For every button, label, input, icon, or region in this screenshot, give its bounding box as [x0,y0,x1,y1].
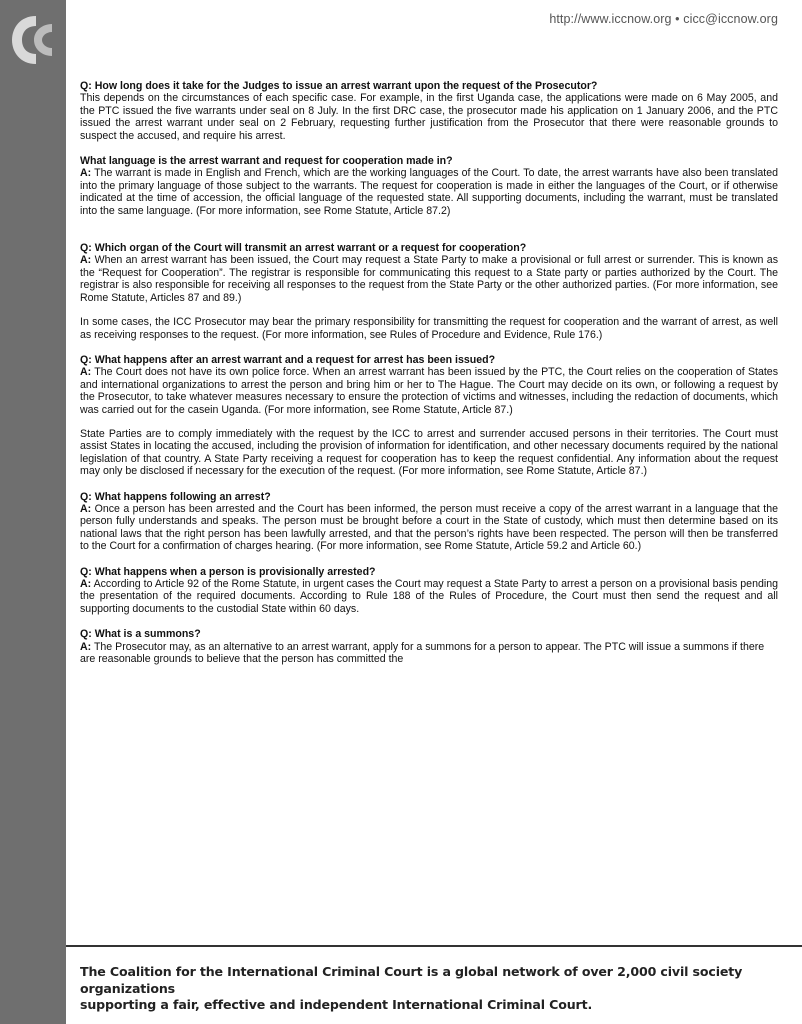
faq-section [80,628,778,665]
faq-answer [80,92,778,142]
answer-prefix: A: [80,640,92,653]
faq-answer [80,503,778,553]
faq-answer [80,641,778,666]
faq-answer-text: The Court does not have its own police force. When an arrest warrant has been issued by the PTC, the Court relies on the cooperation of States and international organizations to arrest the person and bring him or her to The Hague. The Court may decide on its own, or following a request by the Prosecutor, to take whatever measures necessary to ensure the protection of victims and witnesses, including the redaction of documents, which was carried out for the casein Uganda. (For more information, see Rome Statute, Article 87.) [80,366,778,416]
answer-prefix: A: [80,578,92,590]
faq-answer-text: The warrant is made in English and French, which are the working languages of the Court. To date, the arrest warrants have also been translated into the primary language of those subject to the warrants. The request for cooperation is made in either the languages of the Court, or if otherwise indicated at the time of accession, the official language of the requested state. All supporting documents, including the warrant, must be translated into the same language. (For more information, see Rome Statute, Article 87.2) [80,167,778,217]
answer-prefix: A: [80,167,92,180]
faq-question: Q: What happens after an arrest warrant and a request for arrest has been issued? [80,353,496,366]
faq-answer-continued: In some cases, the ICC Prosecutor may bear the primary responsibility for transmitting the request for cooperation and the warrant of arrest, as well as receiving responses to the request. (For more information, see Rules of Procedure and Evidence, Rule 176.) [80,316,778,341]
faq-question: Q: Which organ of the Court will transmit an arrest warrant or a request for cooperation? [80,242,527,255]
footer-line-1: The Coalition for the International Criminal Court is a global network of over 2,000 civil society organizations [80,964,743,996]
faq-answer [80,366,778,416]
faq-answer [80,254,778,304]
faq-question: Q: What happens when a person is provisionally arrested? [80,565,376,578]
faq-question: Q: How long does it take for the Judges to issue an arrest warrant upon the request of the Prosecutor? [80,80,598,92]
footer-divider [66,945,802,947]
faq-answer-text: Once a person has been arrested and the Court has been informed, the person must receive a copy of the arrest warrant in a language that the person fully understands and speaks. The person must be brought before a court in the State of custody, which must then determine based on its national laws that the right person has been lawfully arrested, and that the person’s rights have been respected. The person will then be transferred to the Court for a confirmation of charges hearing. (For more information, see Rome Statute, Article 59.2 and Article 60.) [80,502,778,553]
faq-answer-continued: State Parties are to comply immediately with the request by the ICC to arrest and surrender accused persons in their territories. The Court must assist States in locating the accused, including the provision of information for identification, and other necessary documents required by the national legislation of that country. A State Party receiving a request for cooperation has to keep the request confidential. Any information about the request may only be disclosed if necessary for the execution of the request. (For more information, see Rome Statute, Article 87.) [80,427,778,478]
faq-section [80,242,778,341]
faq-question: What language is the arrest warrant and request for cooperation made in? [80,155,453,168]
faq-answer-text: When an arrest warrant has been issued, the Court may request a State Party to make a provisional or full arrest or surrender. This is known as the “Request for Cooperation”. The registrar is responsible for communicating this request to a State party or parties authorized by the Court. The registrar is also responsible for receiving all responses to the request from the State Party or the other authorized parties. (For more information, see Rome Statute, Articles 87 and 89.) [80,254,778,304]
faq-answer [80,167,778,217]
faq-section [80,155,778,217]
footer-statement [80,964,780,1014]
faq-content [80,80,778,665]
header-contact[interactable]: http://www.iccnow.org • cicc@iccnow.org [549,12,778,26]
faq-section [80,354,778,478]
answer-prefix: A: [80,254,92,267]
cicc-logo-icon [6,10,60,70]
faq-answer-text: According to Article 92 of the Rome Statute, in urgent cases the Court may request a State Party to arrest a person on a provisional basis pending the presentation of the required documents. According to Rule 188 of the Rules of Procedure, the Court must then send the request and all supporting documents to the custodial State within 60 days. [80,578,778,615]
faq-section [80,491,778,553]
faq-section [80,566,778,616]
faq-answer [80,578,778,615]
faq-answer-text: The Prosecutor may, as an alternative to an arrest warrant, apply for a summons for a person to appear. The PTC will issue a summons if there are reasonable grounds to believe that the person has committed the [80,640,765,666]
footer-line-2: supporting a fair, effective and independent International Criminal Court. [80,997,593,1012]
faq-question: Q: What happens following an arrest? [80,490,271,503]
faq-question: Q: What is a summons? [80,628,201,641]
faq-answer-text: This depends on the circumstances of each specific case. For example, in the first Uganda case, the applications were made on 6 May 2005, and the PTC issued the five warrants under seal on 8 July. In the first DRC case, the prosecutor made his application on 1 January 2006, and the PTC issued the arrest warrant under seal on 2 February, requesting further justification from the Prosecutor that there were reasonable grounds to suspect the accused, and require his arrest. [80,92,778,142]
faq-section [80,80,778,142]
answer-prefix: A: [80,366,92,379]
sidebar-band [0,0,66,1024]
answer-prefix: A: [80,502,92,515]
